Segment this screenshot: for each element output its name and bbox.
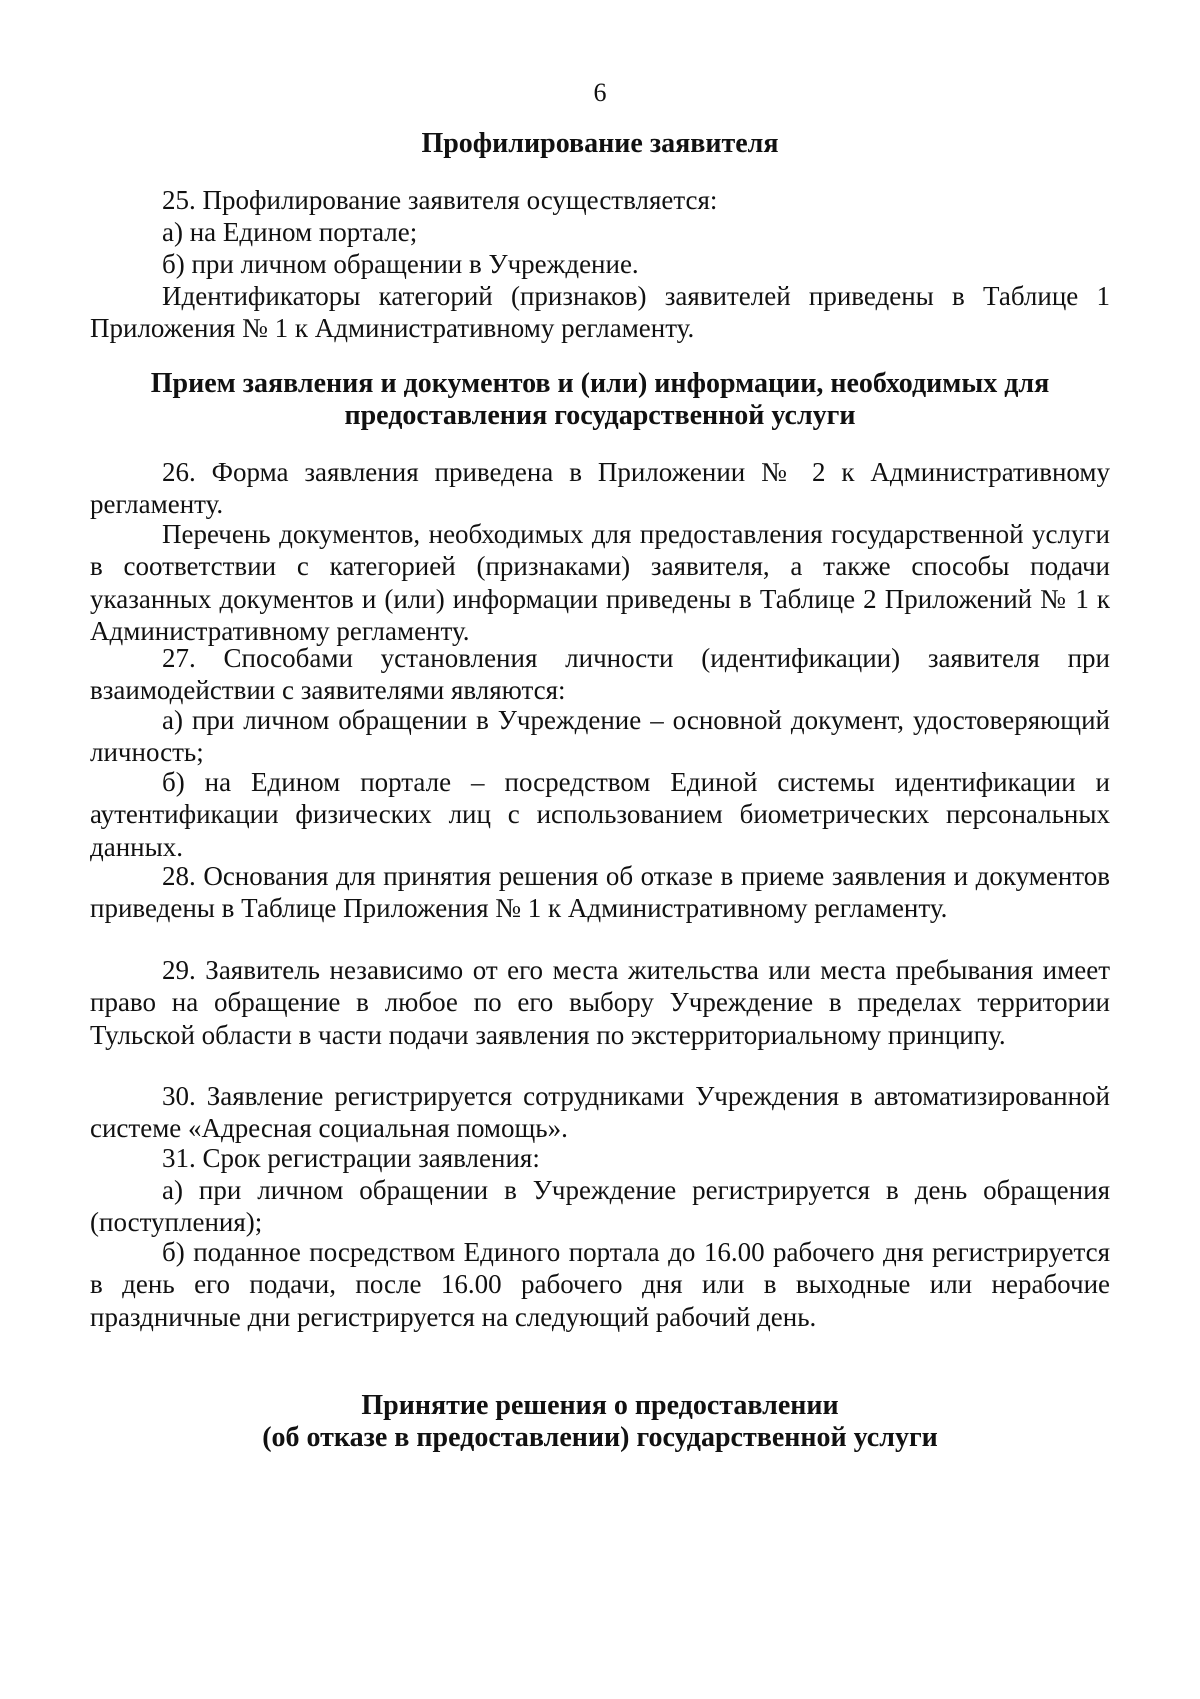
page-number: 6 (593, 78, 607, 107)
paragraph-27-a: а) при личном обращении в Учреждение – основной документ, удостоверяющий личность; (90, 705, 1110, 768)
paragraph-27: 27. Способами установления личности (идентификации) заявителя при взаимодействии с заявителями являются: (90, 643, 1110, 706)
section-heading-profiling-text: Профилирование заявителя (421, 128, 779, 159)
section-heading-decision-line2: (об отказе в предоставлении) государственной услуги (262, 1422, 938, 1453)
paragraph-27-b: б) на Едином портале – посредством Единой системы идентификации и аутентификации физических лиц с использованием биометрических персональных данных. (90, 767, 1110, 862)
paragraph-26-b: Перечень документов, необходимых для предоставления государственной услуги в соответствии с категорией (признаками) заявителя, а также способы подачи указанных документов и (или) информации приведены в Таблице 2 Приложений № 1 к Административному регламенту. (90, 519, 1110, 647)
section-heading-decision (90, 1390, 1110, 1454)
paragraph-29: 29. Заявитель независимо от его места жительства или места пребывания имеет право на обращение в любое по его выбору Учреждение в пределах территории Тульской области в части подачи заявления по экстерриториальному принципу. (90, 955, 1110, 1050)
section-heading-application-line2: предоставления государственной услуги (344, 400, 856, 431)
section-heading-application-line1: Прием заявления и документов и (или) информации, необходимых для (150, 368, 1050, 399)
paragraph-25-c: Идентификаторы категорий (признаков) заявителей приведены в Таблице 1 Приложения № 1 к Административному регламенту. (90, 281, 1110, 344)
paragraph-25: 25. Профилирование заявителя осуществляется: (162, 185, 718, 215)
section-heading-decision-line1: Принятие решения о предоставлении (361, 1390, 839, 1421)
paragraph-25-a: а) на Едином портале; (162, 217, 418, 247)
paragraph-25-b: б) при личном обращении в Учреждение. (162, 249, 639, 279)
section-heading-profiling (90, 128, 1110, 160)
paragraph-31-b: б) поданное посредством Единого портала до 16.00 рабочего дня регистрируется в день его подачи, после 16.00 рабочего дня или в выходные или нерабочие праздничные дни регистрируется на следующий рабочий день. (90, 1237, 1110, 1332)
paragraph-31: 31. Срок регистрации заявления: (162, 1143, 540, 1173)
paragraph-26: 26. Форма заявления приведена в Приложении № 2 к Административному регламенту. (90, 457, 1110, 520)
paragraph-31-a: а) при личном обращении в Учреждение регистрируется в день обращения (поступления); (90, 1175, 1110, 1238)
paragraph-30: 30. Заявление регистрируется сотрудниками Учреждения в автоматизированной системе «Адресная социальная помощь». (90, 1081, 1110, 1144)
paragraph-28: 28. Основания для принятия решения об отказе в приеме заявления и документов приведены в Таблице Приложения № 1 к Административному регламенту. (90, 861, 1110, 924)
section-heading-application (90, 368, 1110, 432)
